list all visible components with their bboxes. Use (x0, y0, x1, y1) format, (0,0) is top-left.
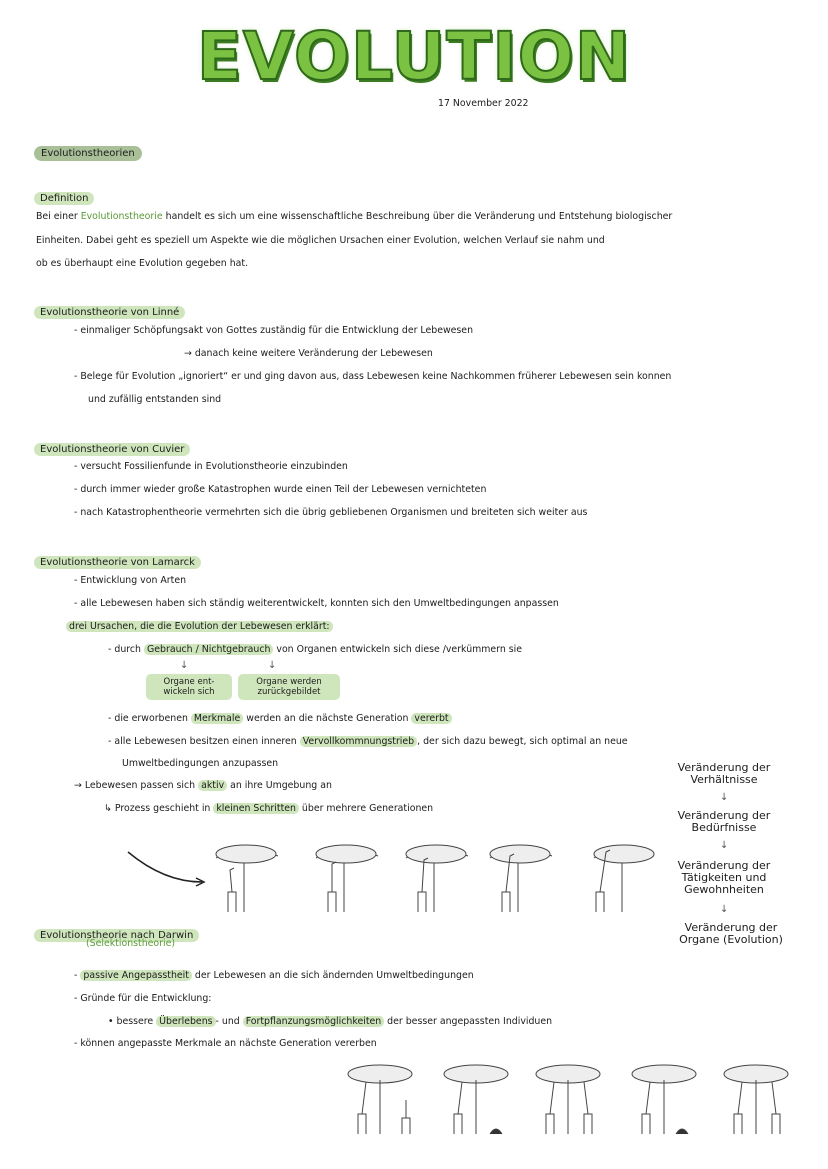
linne-bullet-1: - einmaliger Schöpfungsakt von Gottes zuständig für die Entwicklung der Lebewesen (74, 325, 474, 336)
flow-step-3: Veränderung der Tätigkeiten und Gewohnheiten (677, 859, 771, 896)
page-title: EVOLUTION (196, 18, 632, 95)
organ-develop-box: Organe ent- wickeln sich (146, 674, 232, 700)
lamarck-causes: drei Ursachen, die die Evolution der Lebewesen erklärt: (66, 621, 333, 633)
darwin-bullet-2: - Gründe für die Entwicklung: (74, 993, 212, 1004)
lamarck-bullet-1: - Entwicklung von Arten (74, 575, 187, 586)
darwin-heading: Evolutionstheorie nach Darwin (34, 923, 199, 942)
lamarck-cause-3-cont: Umweltbedingungen anzupassen (122, 758, 279, 769)
darwin-bullet-2-sub: • bessere Überlebens - und Fortpflanzungsmöglichkeiten der besser angepassten Individuen (108, 1016, 553, 1027)
darwin-subheading: (Selektionstheorie) (86, 938, 176, 949)
cuvier-bullet-1: - versucht Fossilienfunde in Evolutionstheorie einzubinden (74, 461, 348, 472)
down-arrow-icon: ↓ (268, 660, 277, 671)
linne-bullet-1-sub: → danach keine weitere Veränderung der Lebewesen (184, 348, 433, 359)
darwin-bullet-3: - können angepasste Merkmale an nächste Generation vererben (74, 1038, 377, 1049)
lamarck-cause-1: - durch Gebrauch / Nichtgebrauch von Organen entwickeln sich diese /verkümmern sie (108, 644, 523, 655)
flow-step-2: Veränderung der Bedürfnisse (677, 809, 771, 834)
organ-regress-box: Organe werden zurückgebildet (238, 674, 340, 700)
lamarck-heading: Evolutionstheorie von Lamarck (34, 550, 201, 569)
cuvier-bullet-3: - nach Katastrophentheorie vermehrten sich die übrig gebliebenen Organismen und breiteten sich weiter aus (74, 507, 588, 518)
definition-line-3: ob es überhaupt eine Evolution gegeben hat. (36, 258, 249, 269)
flow-step-1: Veränderung der Verhältnisse (677, 761, 771, 786)
darwin-bullet-1: - passive Angepasstheit der Lebewesen an die sich ändernden Umweltbedingungen (74, 970, 474, 981)
linne-bullet-2: - Belege für Evolution „ignoriert“ er und ging davon aus, dass Lebewesen keine Nachkommen früherer Lebewesen sein konnen (74, 371, 672, 382)
lamarck-result-1: → Lebewesen passen sich aktiv an ihre Umgebung an (74, 780, 332, 791)
linne-bullet-2-cont: und zufällig entstanden sind (88, 394, 222, 405)
definition-line-1: Bei einer Evolutionstheorie handelt es sich um eine wissenschaftliche Beschreibung über die Veränderung und Entstehung biologischer (36, 211, 673, 222)
linne-heading: Evolutionstheorie von Linné (34, 300, 185, 319)
definition-heading: Definition (34, 186, 94, 205)
cuvier-bullet-2: - durch immer wieder große Katastrophen wurde einen Teil der Lebewesen vernichteten (74, 484, 487, 495)
down-arrow-icon: ↓ (720, 840, 729, 851)
lamarck-giraffe-illustration (124, 842, 684, 922)
darwin-giraffe-illustration (344, 1062, 804, 1142)
lamarck-bullet-2: - alle Lebewesen haben sich ständig weiterentwickelt, konnten sich den Umweltbedingungen anpassen (74, 598, 559, 609)
flow-step-4: Veränderung der Organe (Evolution) (679, 921, 783, 946)
down-arrow-icon: ↓ (720, 792, 729, 803)
down-arrow-icon: ↓ (720, 904, 729, 915)
definition-line-2: Einheiten. Dabei geht es speziell um Aspekte wie die möglichen Ursachen einer Evolution, welchen Verlauf sie nahm und (36, 235, 605, 246)
down-arrow-icon: ↓ (180, 660, 189, 671)
lamarck-result-2: ↳ Prozess geschieht in kleinen Schritten über mehrere Generationen (104, 803, 434, 814)
cuvier-heading: Evolutionstheorie von Cuvier (34, 437, 190, 456)
date: 17 November 2022 (438, 98, 529, 109)
lamarck-cause-2: - die erworbenen Merkmale werden an die nächste Generation vererbt (108, 713, 452, 725)
main-heading: Evolutionstheorien (34, 141, 142, 160)
lamarck-cause-3: - alle Lebewesen besitzen einen inneren Vervollkommnungstrieb , der sich dazu bewegt, sich optimal an neue (108, 736, 628, 747)
